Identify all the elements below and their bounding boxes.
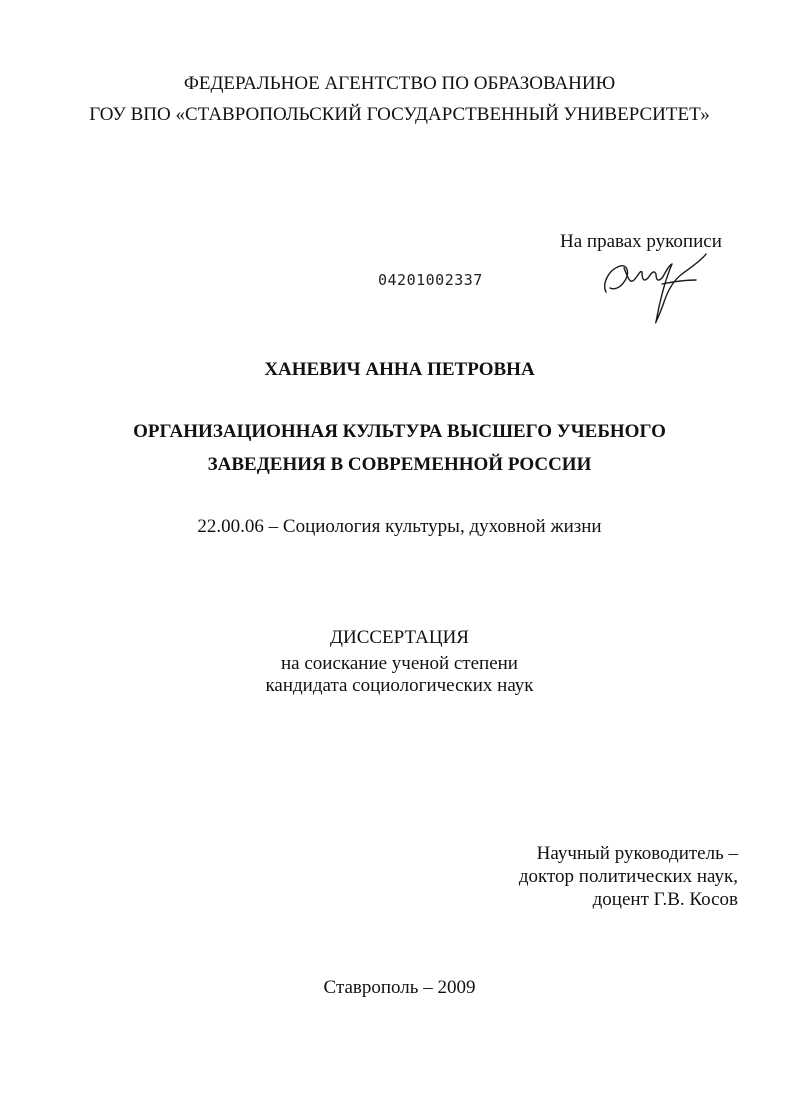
author-name: ХАНЕВИЧ АННА ПЕТРОВНА [264, 359, 535, 380]
degree-line-2: кандидата социологических наук [265, 675, 534, 696]
degree-line-1: на соискание ученой степени [281, 653, 518, 674]
signature-icon [598, 244, 708, 326]
dissertation-title-line-1: ОРГАНИЗАЦИОННАЯ КУЛЬТУРА ВЫСШЕГО УЧЕБНОГО [133, 421, 666, 442]
advisor-role: Научный руководитель – [536, 843, 738, 864]
university-heading: ГОУ ВПО «СТАВРОПОЛЬСКИЙ ГОСУДАРСТВЕННЫЙ УНИВЕРСИТЕТ» [89, 104, 710, 125]
document-type: ДИССЕРТАЦИЯ [330, 627, 469, 648]
advisor-name: доцент Г.В. Косов [592, 889, 738, 910]
manuscript-note: На правах рукописи [560, 231, 722, 252]
city-year: Ставрополь – 2009 [323, 977, 476, 998]
advisor-degree: доктор политических наук, [518, 866, 738, 887]
specialty-code: 22.00.06 – Социология культуры, духовной жизни [197, 516, 602, 537]
dissertation-title-line-2: ЗАВЕДЕНИЯ В СОВРЕМЕННОЙ РОССИИ [207, 454, 592, 475]
agency-heading: ФЕДЕРАЛЬНОЕ АГЕНТСТВО ПО ОБРАЗОВАНИЮ [183, 73, 616, 94]
catalog-number: 04201002337 [378, 271, 483, 289]
